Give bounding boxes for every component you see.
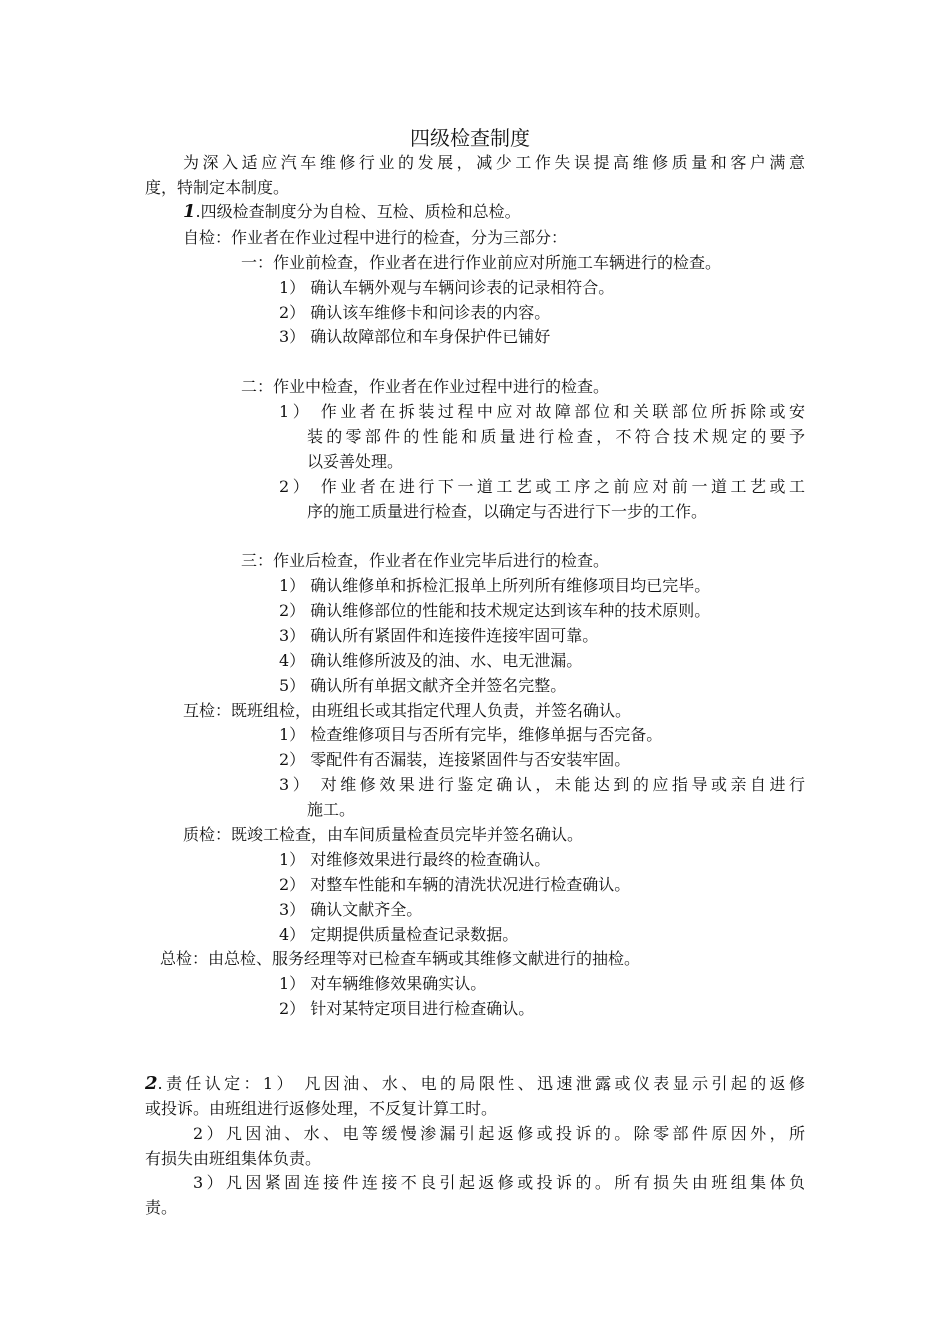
list-item: 1） 对车辆维修效果确实认。	[279, 974, 487, 993]
section-2-line-6: 责。	[145, 1198, 178, 1217]
list-item: 3） 对维修效果进行鉴定确认，未能达到的应指导或亲自进行	[279, 775, 805, 794]
part-3-heading: 三：作业后检查，作业者在作业完毕后进行的检查。	[241, 551, 610, 570]
section-1-text: .四级检查制度分为自检、互检、质检和总检。	[195, 202, 521, 221]
list-item: 2） 确认该车维修卡和问诊表的内容。	[279, 303, 551, 322]
section-2-line-3: 2）凡因油、水、电等缓慢渗漏引起返修或投诉的。除零部件原因外，所	[193, 1124, 805, 1143]
list-item: 5） 确认所有单据文献齐全并签名完整。	[279, 676, 567, 695]
part-1-heading: 一：作业前检查，作业者在进行作业前应对所施工车辆进行的检查。	[241, 253, 722, 272]
section-2-line-2: 或投诉。由班组进行返修处理，不反复计算工时。	[145, 1099, 498, 1118]
list-item: 3） 确认所有紧固件和连接件连接牢固可靠。	[279, 626, 599, 645]
section-2-line-1	[145, 1074, 805, 1094]
list-item-continuation: 施工。	[307, 800, 356, 819]
list-item-continuation: 装的零部件的性能和质量进行检查，不符合技术规定的要予	[307, 427, 805, 446]
list-item: 2） 针对某特定项目进行检查确认。	[279, 999, 535, 1018]
list-item: 4） 定期提供质量检查记录数据。	[279, 925, 519, 944]
section-2-number: 2	[145, 1073, 158, 1094]
intro-paragraph-line-1: 为深入适应汽车维修行业的发展，减少工作失误提高维修质量和客户满意	[183, 153, 805, 172]
list-item: 2） 零配件有否漏装，连接紧固件与否安装牢固。	[279, 750, 631, 769]
self-check-heading: 自检：作业者在作业过程中进行的检查，分为三部分：	[183, 228, 568, 247]
list-item: 1） 确认车辆外观与车辆问诊表的记录相符合。	[279, 278, 615, 297]
section-2-text: .责任认定：1） 凡因油、水、电的局限性、迅速泄露或仪表显示引起的返修	[157, 1074, 805, 1093]
list-item: 2） 作业者在进行下一道工艺或工序之前应对前一道工艺或工	[279, 477, 805, 496]
mutual-check-heading: 互检：既班组检，由班组长或其指定代理人负责，并签名确认。	[183, 701, 632, 720]
list-item-continuation: 以妥善处理。	[307, 452, 404, 471]
intro-paragraph-line-2: 度，特制定本制度。	[145, 178, 290, 197]
list-item: 1） 对维修效果进行最终的检查确认。	[279, 850, 551, 869]
section-1-number: 1	[183, 201, 196, 222]
section-2-line-5: 3）凡因紧固连接件连接不良引起返修或投诉的。所有损失由班组集体负	[193, 1173, 805, 1192]
list-item: 3） 确认故障部位和车身保护件已铺好	[279, 327, 551, 346]
list-item: 2） 对整车性能和车辆的清洗状况进行检查确认。	[279, 875, 631, 894]
list-item: 3） 确认文献齐全。	[279, 900, 423, 919]
list-item: 2） 确认维修部位的性能和技术规定达到该车种的技术原则。	[279, 601, 711, 620]
list-item: 4） 确认维修所波及的油、水、电无泄漏。	[279, 651, 583, 670]
list-item-continuation: 序的施工质量进行检查，以确定与否进行下一步的工作。	[307, 502, 708, 521]
section-1-heading	[183, 202, 521, 222]
quality-check-heading: 质检：既竣工检查，由车间质量检查员完毕并签名确认。	[183, 825, 584, 844]
list-item: 1） 作业者在拆装过程中应对故障部位和关联部位所拆除或安	[279, 402, 805, 421]
page-title: 四级检查制度	[410, 126, 530, 150]
list-item: 1） 检查维修项目与否所有完毕，维修单据与否完备。	[279, 725, 663, 744]
final-check-heading: 总检：由总检、服务经理等对已检查车辆或其维修文献进行的抽检。	[160, 949, 641, 968]
part-2-heading: 二：作业中检查，作业者在作业过程中进行的检查。	[241, 377, 610, 396]
list-item: 1） 确认维修单和拆检汇报单上所列所有维修项目均已完毕。	[279, 576, 711, 595]
section-2-line-4: 有损失由班组集体负责。	[145, 1149, 322, 1168]
